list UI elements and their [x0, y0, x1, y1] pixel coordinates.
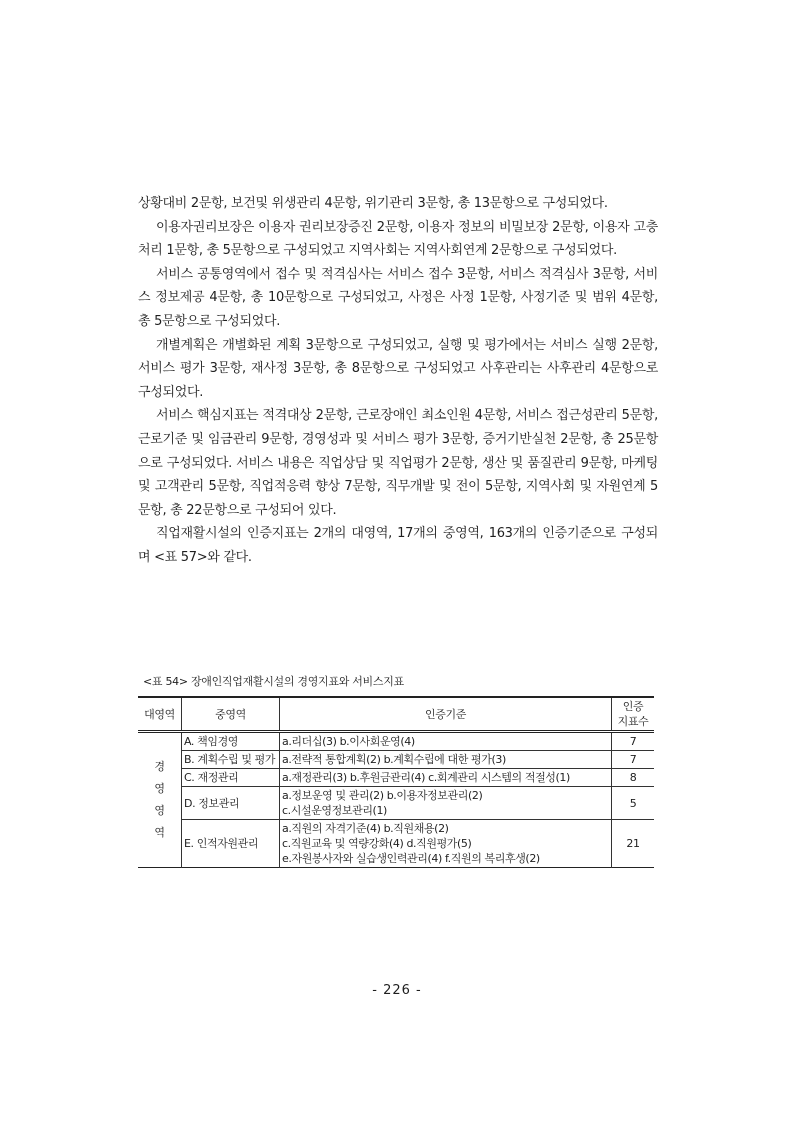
criteria-cell [280, 787, 612, 820]
header-indicator-count [612, 697, 655, 732]
table-caption: <표 54> 장애인직업재활시설의 경영지표와 서비스지표 [143, 675, 404, 688]
criteria-line: a.재정관리(3) b.후원금관리(4) c.회계관리 시스템의 적절성(1) [282, 771, 570, 784]
header-count-line1: 인증 [622, 700, 644, 713]
count-cell: 8 [612, 769, 655, 787]
count-cell: 21 [612, 820, 655, 868]
table-row [138, 732, 654, 751]
criteria-cell [280, 751, 612, 769]
table-row [138, 820, 654, 868]
criteria-cell [280, 769, 612, 787]
criteria-line: c.직원교육 및 역량강화(4) d.직원평가(5) [282, 837, 472, 850]
count-cell: 5 [612, 787, 655, 820]
header-criteria: 인증기준 [280, 697, 612, 732]
paragraph: 서비스 핵심지표는 적격대상 2문항, 근로장애인 최소인원 4문항, 서비스 접근성관리 5문항, 근로기준 및 임금관리 9문항, 경영성과 및 서비스 평가 3문항, 증거기반실천 2문항, 총 25문항으로 구성되었다. 서비스 내용은 직업상담 및 직업평가 2문항, 생산 및 품질관리 9문항, 마케팅 및 고객관리 5문항, 직업적응력 향상 7문항, 직무개발 및 전이 5문항, 지역사회 및 자원연계 5문항, 총 22문항으로 구성되어 있다. [138, 408, 658, 518]
body-text [138, 192, 658, 570]
paragraph: 상황대비 2문항, 보건및 위생관리 4문항, 위기관리 3문항, 총 13문항으로 구성되었다. [138, 196, 608, 211]
header-major-area: 대영역 [138, 697, 182, 732]
table-row [138, 769, 654, 787]
paragraph: 개별계획은 개별화된 계획 3문항으로 구성되었고, 실행 및 평가에서는 서비스 실행 2문항, 서비스 평가 3문항, 재사정 3문항, 총 8문항으로 구성되었고 사후관리는 사후관리 4문항으로 구성되었다. [138, 337, 658, 400]
paragraph: 직업재활시설의 인증지표는 2개의 대영역, 17개의 중영역, 163개의 인증기준으로 구성되며 <표 57>와 같다. [138, 526, 658, 565]
criteria-line: a.전략적 통합계획(2) b.계획수립에 대한 평가(3) [282, 753, 506, 766]
header-count-line2: 지표수 [617, 715, 649, 728]
criteria-line: a.리더십(3) b.이사회운영(4) [282, 735, 415, 748]
certification-table [138, 696, 654, 868]
criteria-line: c.시설운영정보관리(1) [282, 804, 387, 817]
count-cell: 7 [629, 735, 637, 748]
middle-area-cell: B. 계획수립 및 평가 [182, 751, 280, 769]
criteria-cell [280, 732, 612, 751]
page-number: - 226 - [372, 983, 422, 998]
middle-area-cell: D. 정보관리 [182, 787, 280, 820]
paragraph: 이용자권리보장은 이용자 권리보장증진 2문항, 이용자 정보의 비밀보장 2문항, 이용자 고충처리 1문항, 총 5문항으로 구성되었고 지역사회는 지역사회연계 2문항으로 구성되었다. [138, 219, 658, 259]
header-middle-area: 중영역 [182, 697, 280, 732]
major-area-cell [138, 732, 182, 868]
middle-area-cell: A. 책임경영 [182, 732, 280, 751]
criteria-line: e.자원봉사자와 실습생인력관리(4) f.직원의 복리후생(2) [282, 852, 540, 865]
table-row [138, 751, 654, 769]
major-area-char: 영 [154, 804, 165, 817]
criteria-line: a.직원의 자격기준(4) b.직원채용(2) [282, 822, 449, 835]
middle-area-cell: C. 재정관리 [182, 769, 280, 787]
major-area-char: 경 [154, 760, 165, 773]
paragraph: 서비스 공통영역에서 접수 및 적격심사는 서비스 접수 3문항, 서비스 적격심사 3문항, 서비스 정보제공 4문항, 총 10문항으로 구성되었고, 사정은 사정 1문항, 사정기준 및 범위 4문항, 총 5문항으로 구성되었다. [138, 266, 658, 329]
count-cell: 7 [612, 751, 655, 769]
criteria-line: a.정보운영 및 관리(2) b.이용자정보관리(2) [282, 789, 483, 802]
major-area-char: 영 [154, 782, 165, 795]
major-area-label [140, 756, 179, 844]
table-row [138, 787, 654, 820]
middle-area-cell: E. 인적자원관리 [182, 820, 280, 868]
table-header-row [138, 697, 654, 732]
criteria-cell [280, 820, 612, 868]
major-area-char: 역 [154, 826, 165, 839]
